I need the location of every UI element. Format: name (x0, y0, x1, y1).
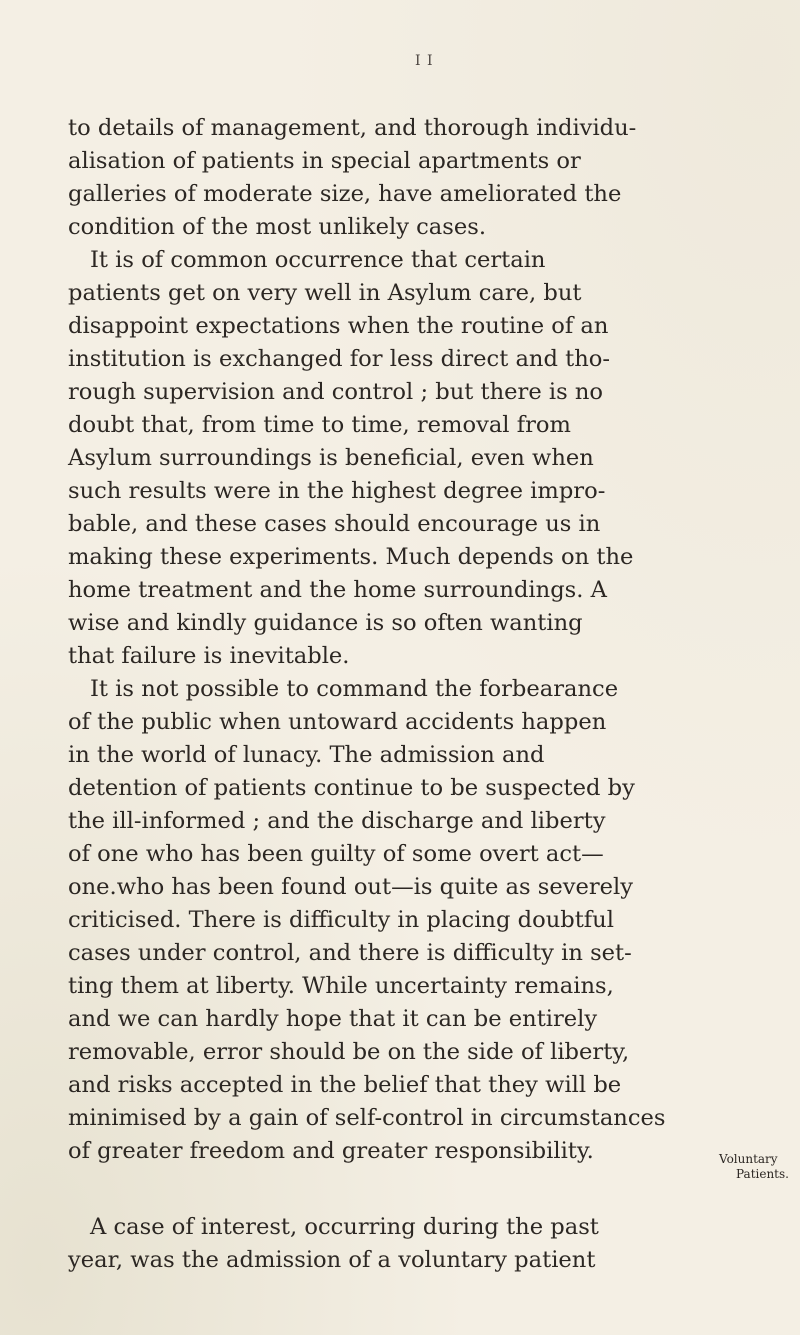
text-line: and we can hardly hope that it can be entirely (68, 1006, 598, 1032)
margin-note-line: Patients. (736, 1167, 789, 1181)
text-line: the ill-informed ; and the discharge and liberty (68, 808, 606, 834)
text-line: doubt that, from time to time, removal from (68, 412, 571, 438)
text-line: bable, and these cases should encourage us in (68, 511, 601, 537)
text-line: to details of management, and thorough individu- (68, 115, 637, 141)
text-line: making these experiments. Much depends on the (68, 544, 634, 570)
text-line: disappoint expectations when the routine of an (68, 313, 609, 339)
text-line: removable, error should be on the side of liberty, (68, 1039, 630, 1065)
text-line: Asylum surroundings is beneficial, even when (68, 445, 594, 471)
text-line: alisation of patients in special apartments or (68, 148, 581, 174)
text-line: It is of common occurrence that certain (90, 247, 546, 273)
paragraph-1 (68, 112, 708, 244)
text-line: one.who has been found out—is quite as severely (68, 874, 634, 900)
text-line: of the public when untoward accidents happen (68, 709, 607, 735)
text-line: in the world of lunacy. The admission and (68, 742, 545, 768)
text-line: A case of interest, occurring during the past (90, 1214, 599, 1240)
text-line: such results were in the highest degree impro- (68, 478, 606, 504)
text-line: galleries of moderate size, have ameliorated the (68, 181, 622, 207)
text-line: criticised. There is difficulty in placing doubtful (68, 907, 614, 933)
text-line: year, was the admission of a voluntary patient (68, 1247, 596, 1273)
text-line: and risks accepted in the belief that they will be (68, 1072, 622, 1098)
text-line: wise and kindly guidance is so often wanting (68, 610, 583, 636)
text-line: that failure is inevitable. (68, 643, 350, 669)
text-line: institution is exchanged for less direct and tho- (68, 346, 610, 372)
margin-note (719, 1152, 799, 1182)
paragraph-2 (68, 244, 708, 673)
text-line: of one who has been guilty of some overt act— (68, 841, 604, 867)
paragraph-4 (68, 1211, 708, 1277)
body-text (68, 112, 708, 1277)
text-line: of greater freedom and greater responsibility. (68, 1138, 594, 1164)
text-line: home treatment and the home surroundings. A (68, 577, 607, 603)
text-line: cases under control, and there is difficulty in set- (68, 940, 632, 966)
text-line: rough supervision and control ; but there is no (68, 379, 604, 405)
text-line: minimised by a gain of self-control in circumstances (68, 1105, 666, 1131)
text-line: ting them at liberty. While uncertainty remains, (68, 973, 614, 999)
section-gap (68, 1168, 708, 1211)
paragraph-3 (68, 673, 708, 1168)
text-line: patients get on very well in Asylum care, but (68, 280, 582, 306)
text-line: It is not possible to command the forbearance (90, 676, 619, 702)
text-line: detention of patients continue to be suspected by (68, 775, 635, 801)
margin-note-line: Voluntary (719, 1152, 778, 1166)
page-number: I I (415, 53, 434, 69)
text-line: condition of the most unlikely cases. (68, 214, 487, 240)
